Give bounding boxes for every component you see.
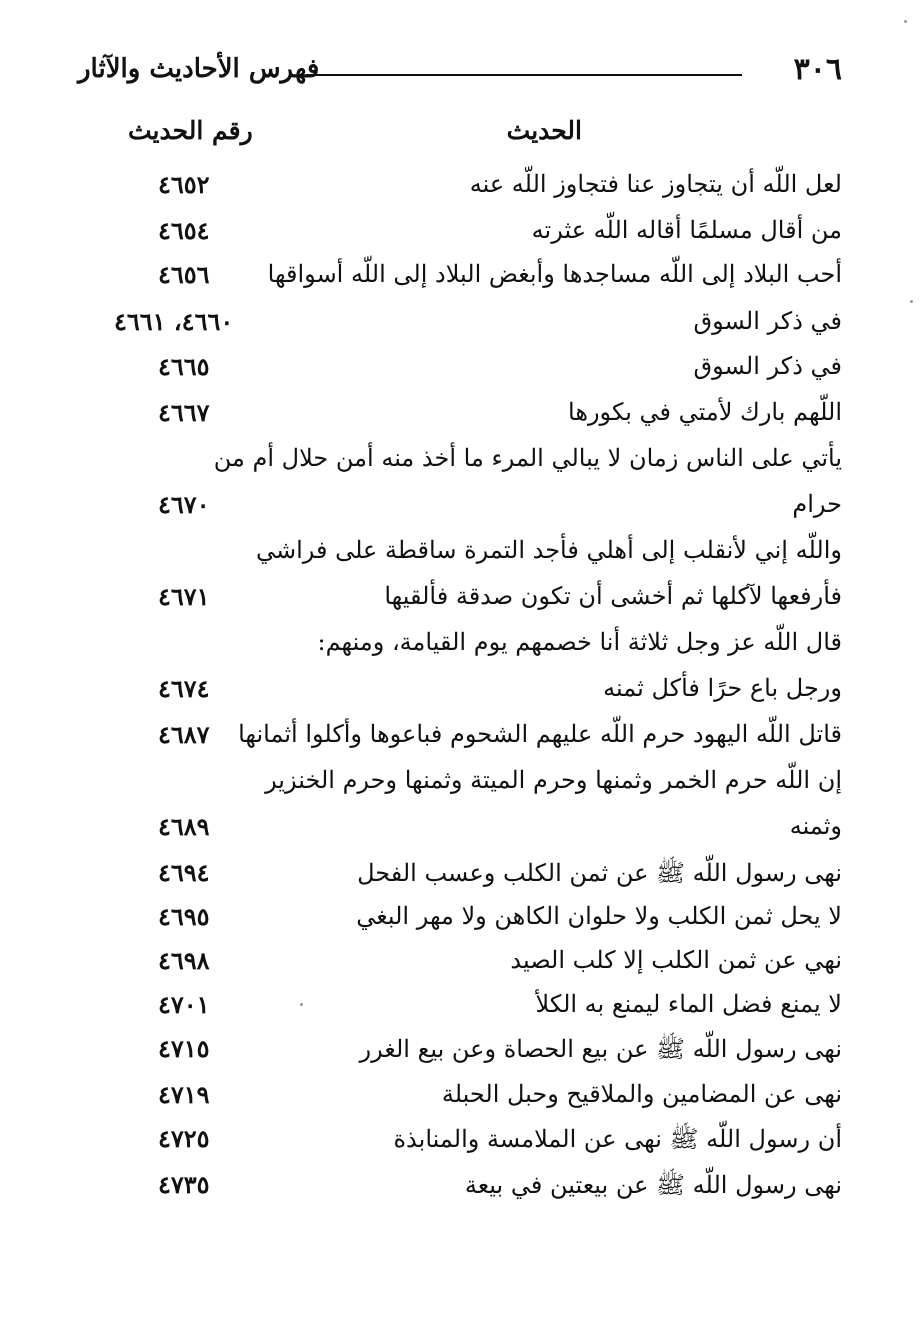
paper-speck bbox=[904, 20, 907, 23]
hadith-text: من أقال مسلمًا أقاله اللّه عثرته bbox=[531, 216, 842, 244]
hadith-text: نهى رسول اللّه ﷺ عن بيع الحصاة وعن بيع الغرر bbox=[359, 1035, 842, 1063]
index-row bbox=[80, 718, 842, 762]
index-row bbox=[80, 672, 842, 716]
page-header bbox=[78, 52, 842, 96]
hadith-number: ٤٦٨٧ bbox=[158, 720, 210, 749]
hadith-number: ٤٦٥٤ bbox=[158, 216, 210, 245]
hadith-number: ٤٦٩٤ bbox=[158, 858, 210, 887]
hadith-number: ٤٧١٥ bbox=[158, 1034, 210, 1063]
index-row bbox=[80, 214, 842, 258]
column-heading-hadith: الحديث bbox=[506, 116, 582, 145]
hadith-number: ٤٦٨٩ bbox=[158, 812, 210, 841]
index-row bbox=[80, 1032, 842, 1076]
index-row bbox=[80, 764, 842, 808]
index-row bbox=[80, 580, 842, 624]
index-row bbox=[80, 488, 842, 532]
hadith-number: ٤٦٩٥ bbox=[158, 902, 210, 931]
hadith-number: ٤٦٧١ bbox=[158, 582, 210, 611]
hadith-text: إن اللّه حرم الخمر وثمنها وحرم الميتة وثمنها وحرم الخنزير bbox=[265, 766, 842, 794]
paper-speck bbox=[300, 1003, 303, 1006]
index-row bbox=[80, 944, 842, 988]
hadith-number: ٤٧١٩ bbox=[158, 1080, 210, 1109]
hadith-text: فأرفعها لآكلها ثم أخشى أن تكون صدقة فألقيها bbox=[384, 582, 842, 610]
hadith-text: ورجل باع حرًا فأكل ثمنه bbox=[603, 674, 842, 702]
hadith-text: في ذكر السوق bbox=[693, 352, 842, 380]
index-row bbox=[80, 626, 842, 670]
hadith-text: نهى رسول اللّه ﷺ عن بيعتين في بيعة bbox=[464, 1171, 842, 1199]
hadith-text: في ذكر السوق bbox=[693, 307, 842, 335]
hadith-text: لا يحل ثمن الكلب ولا حلوان الكاهن ولا مهر البغي bbox=[356, 902, 842, 930]
column-heading-number: رقم الحديث bbox=[128, 116, 253, 145]
hadith-text: لعل اللّه أن يتجاوز عنا فتجاوز اللّه عنه bbox=[469, 170, 842, 198]
hadith-number: ٤٧٣٥ bbox=[158, 1170, 210, 1199]
hadith-text: نهى رسول اللّه ﷺ عن ثمن الكلب وعسب الفحل bbox=[357, 859, 842, 887]
index-row bbox=[80, 534, 842, 578]
running-title: فهرس الأحاديث والآثار bbox=[78, 54, 320, 84]
header-rule bbox=[306, 74, 742, 76]
hadith-text: وثمنه bbox=[789, 812, 842, 840]
paper-speck bbox=[910, 300, 913, 303]
page-number: ٣٠٦ bbox=[793, 52, 842, 87]
hadith-number: ٤٧٢٥ bbox=[158, 1124, 210, 1153]
index-row bbox=[80, 350, 842, 394]
index-row bbox=[80, 1168, 842, 1212]
index-row bbox=[80, 988, 842, 1032]
index-row bbox=[80, 305, 842, 349]
hadith-number: ٤٦٦٥ bbox=[158, 352, 210, 381]
hadith-text: حرام bbox=[792, 490, 842, 518]
hadith-number: ٤٦٦٠، ٤٦٦١ bbox=[114, 307, 234, 336]
hadith-text: قاتل اللّه اليهود حرم اللّه عليهم الشحوم فباعوها وأكلوا أثمانها bbox=[238, 720, 842, 748]
hadith-text: يأتي على الناس زمان لا يبالي المرء ما أخذ منه أمن حلال أم من bbox=[213, 444, 842, 472]
hadith-text: واللّه إني لأنقلب إلى أهلي فأجد التمرة ساقطة على فراشي bbox=[255, 536, 842, 564]
hadith-text: لا يمنع فضل الماء ليمنع به الكلأ bbox=[535, 990, 842, 1018]
hadith-text: قال اللّه عز وجل ثلاثة أنا خصمهم يوم القيامة، ومنهم: bbox=[317, 628, 842, 656]
index-row bbox=[80, 810, 842, 854]
hadith-number: ٤٦٥٦ bbox=[158, 260, 210, 289]
index-row bbox=[80, 168, 842, 212]
hadith-text: نهى عن المضامين والملاقيح وحبل الحبلة bbox=[441, 1080, 842, 1108]
hadith-text: أحب البلاد إلى اللّه مساجدها وأبغض البلاد إلى اللّه أسواقها bbox=[267, 260, 842, 288]
hadith-text: اللّهم بارك لأمتي في بكورها bbox=[568, 398, 842, 426]
index-row bbox=[80, 1122, 842, 1166]
index-row bbox=[80, 900, 842, 944]
hadith-number: ٤٧٠١ bbox=[158, 990, 210, 1019]
index-row bbox=[80, 258, 842, 302]
hadith-text: أن رسول اللّه ﷺ نهى عن الملامسة والمنابذة bbox=[393, 1125, 842, 1153]
index-row bbox=[80, 442, 842, 486]
index-row bbox=[80, 396, 842, 440]
hadith-number: ٤٦٧٠ bbox=[158, 490, 210, 519]
hadith-number: ٤٦٦٧ bbox=[158, 398, 210, 427]
hadith-number: ٤٦٩٨ bbox=[158, 946, 210, 975]
hadith-text: نهي عن ثمن الكلب إلا كلب الصيد bbox=[510, 946, 842, 974]
hadith-number: ٤٦٧٤ bbox=[158, 674, 210, 703]
index-row bbox=[80, 856, 842, 900]
hadith-number: ٤٦٥٢ bbox=[158, 170, 210, 199]
index-row bbox=[80, 1078, 842, 1122]
